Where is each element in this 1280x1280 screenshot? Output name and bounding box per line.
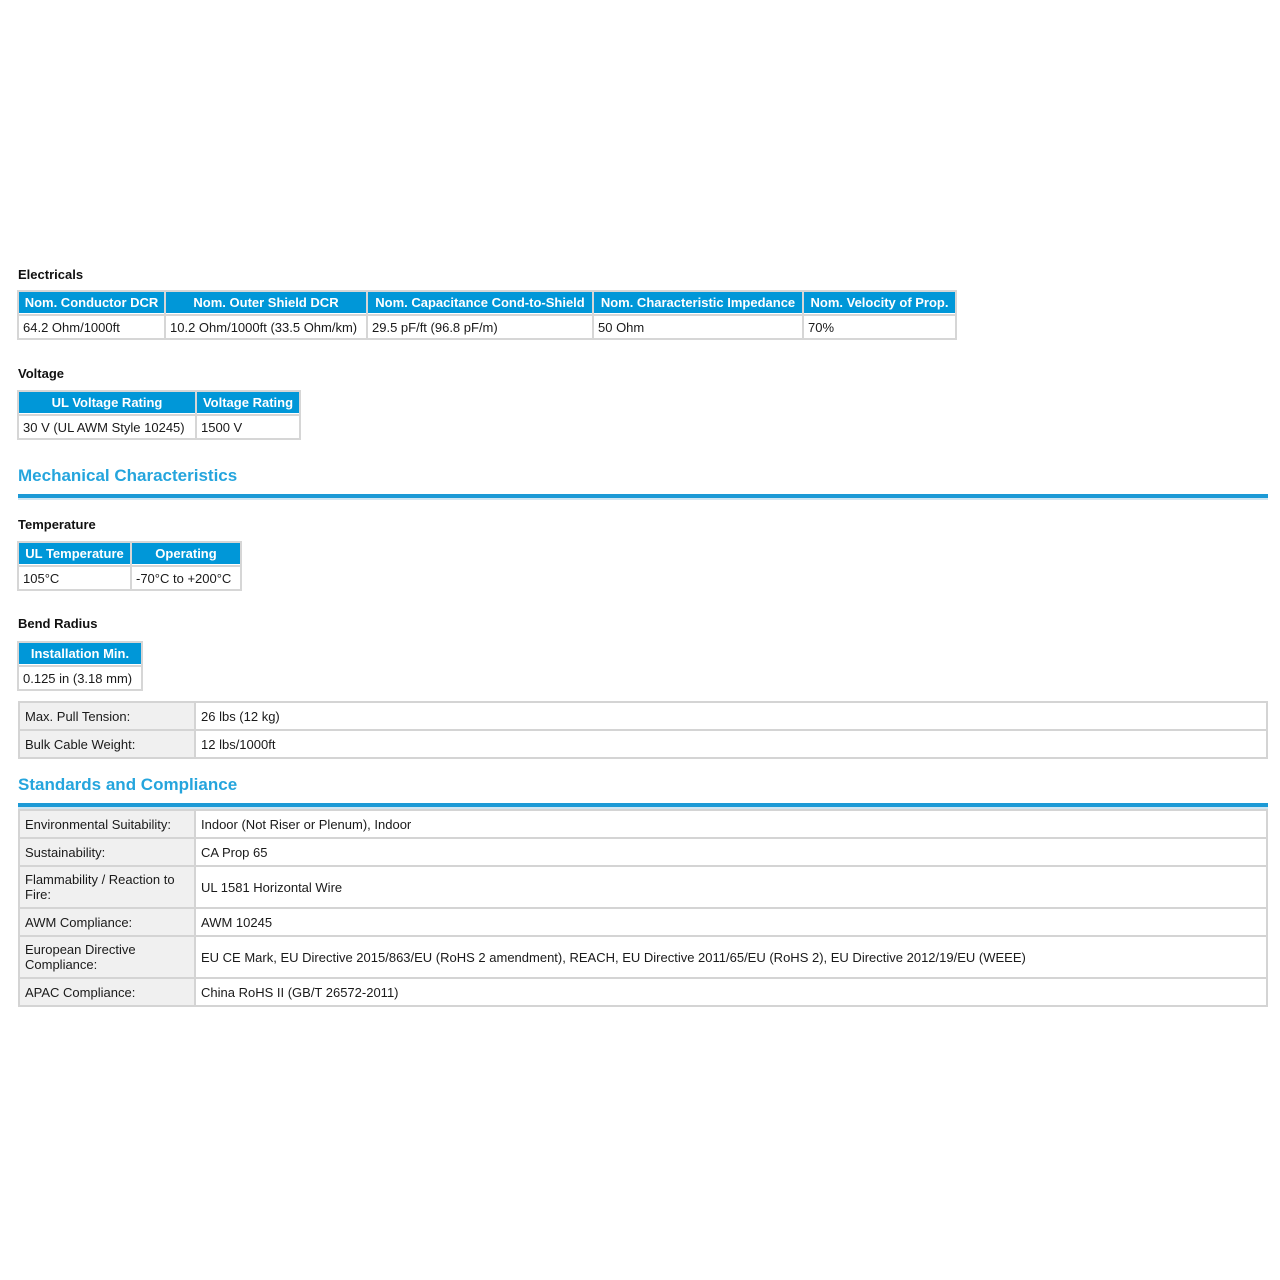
temperature-table — [17, 541, 242, 591]
kv-label-cable-weight: Bulk Cable Weight: — [19, 730, 195, 758]
electricals-title: Electricals — [18, 267, 84, 282]
bend-radius-header-installation: Installation Min. — [19, 643, 141, 665]
mechanical-section-title: Mechanical Characteristics — [18, 466, 238, 485]
voltage-header-rating: Voltage Rating — [197, 392, 299, 414]
kv-row-european — [19, 936, 1267, 978]
voltage-header-ul-rating: UL Voltage Rating — [19, 392, 195, 414]
kv-label-pull-tension: Max. Pull Tension: — [19, 702, 195, 730]
bend-radius-title: Bend Radius — [18, 616, 98, 631]
kv-value-european: EU CE Mark, EU Directive 2015/863/EU (RoHS 2 amendment), REACH, EU Directive 2011/65/EU (RoHS 2), EU Directive 2012/19/EU (WEEE) — [195, 936, 1267, 978]
bend-radius-value-installation: 0.125 in (3.18 mm) — [19, 667, 141, 689]
kv-value-awm: AWM 10245 — [195, 908, 1267, 936]
electricals-table — [17, 290, 957, 340]
temperature-header-ul: UL Temperature — [19, 543, 130, 565]
kv-row-apac — [19, 978, 1267, 1006]
temperature-value-operating: -70°C to +200°C — [132, 567, 240, 589]
electricals-value-velocity: 70% — [804, 316, 955, 338]
kv-row-awm — [19, 908, 1267, 936]
voltage-value-rating: 1500 V — [197, 416, 299, 438]
electricals-value-impedance: 50 Ohm — [594, 316, 802, 338]
kv-value-cable-weight: 12 lbs/1000ft — [195, 730, 1267, 758]
kv-label-sustainability: Sustainability: — [19, 838, 195, 866]
kv-row-pull-tension — [19, 702, 1267, 730]
mechanical-kv-table — [18, 701, 1268, 759]
electricals-header-capacitance: Nom. Capacitance Cond-to-Shield — [368, 292, 592, 314]
voltage-value-ul-rating: 30 V (UL AWM Style 10245) — [19, 416, 195, 438]
kv-label-european: European Directive Compliance: — [19, 936, 195, 978]
kv-label-apac: APAC Compliance: — [19, 978, 195, 1006]
electricals-header-outer-shield-dcr: Nom. Outer Shield DCR — [166, 292, 366, 314]
kv-label-flammability: Flammability / Reaction to Fire: — [19, 866, 195, 908]
electricals-header-conductor-dcr: Nom. Conductor DCR — [19, 292, 164, 314]
electricals-value-capacitance: 29.5 pF/ft (96.8 pF/m) — [368, 316, 592, 338]
electricals-header-velocity: Nom. Velocity of Prop. — [804, 292, 955, 314]
kv-row-environmental — [19, 810, 1267, 838]
electricals-value-conductor-dcr: 64.2 Ohm/1000ft — [19, 316, 164, 338]
kv-value-sustainability: CA Prop 65 — [195, 838, 1267, 866]
electricals-header-impedance: Nom. Characteristic Impedance — [594, 292, 802, 314]
standards-kv-table — [18, 809, 1268, 1007]
kv-value-environmental: Indoor (Not Riser or Plenum), Indoor — [195, 810, 1267, 838]
voltage-table — [17, 390, 301, 440]
temperature-value-ul: 105°C — [19, 567, 130, 589]
electricals-value-outer-shield-dcr: 10.2 Ohm/1000ft (33.5 Ohm/km) — [166, 316, 366, 338]
temperature-title: Temperature — [18, 517, 96, 532]
standards-section-title: Standards and Compliance — [18, 775, 238, 794]
kv-label-environmental: Environmental Suitability: — [19, 810, 195, 838]
voltage-title: Voltage — [18, 366, 64, 381]
bend-radius-table — [17, 641, 143, 691]
kv-value-pull-tension: 26 lbs (12 kg) — [195, 702, 1267, 730]
kv-row-cable-weight — [19, 730, 1267, 758]
kv-row-flammability — [19, 866, 1267, 908]
mechanical-section-rule — [18, 494, 1268, 498]
kv-value-apac: China RoHS II (GB/T 26572-2011) — [195, 978, 1267, 1006]
kv-row-sustainability — [19, 838, 1267, 866]
standards-section-rule — [18, 803, 1268, 807]
kv-label-awm: AWM Compliance: — [19, 908, 195, 936]
temperature-header-operating: Operating — [132, 543, 240, 565]
kv-value-flammability: UL 1581 Horizontal Wire — [195, 866, 1267, 908]
